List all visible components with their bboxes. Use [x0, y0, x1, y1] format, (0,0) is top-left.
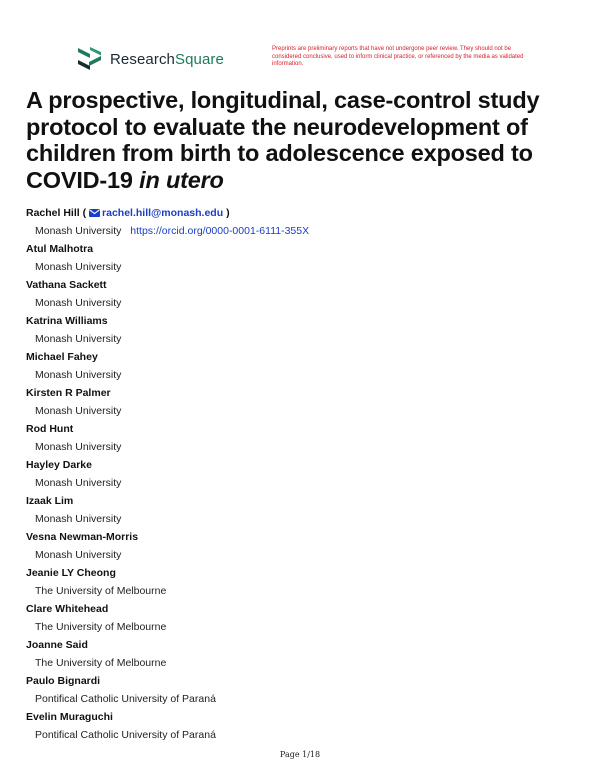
author-entry: [26, 387, 566, 418]
author-affiliation: Monash University: [35, 405, 122, 417]
author-name: Joanne Said: [26, 639, 88, 651]
author-affiliation: Monash University: [35, 477, 122, 489]
author-affiliation: Pontifical Catholic University of Paraná: [35, 729, 216, 741]
author-name: Kirsten R Palmer: [26, 387, 111, 399]
author-name: Paulo Bignardi: [26, 675, 101, 687]
author-entry: [26, 531, 566, 562]
author-affiliation: Monash University: [35, 297, 122, 309]
orcid-link[interactable]: https://orcid.org/0000-0001-6111-355X: [130, 225, 310, 237]
research-square-logo-icon: [76, 47, 103, 72]
author-affiliation: The University of Melbourne: [35, 585, 167, 597]
paper-title: A prospective, longitudinal, case-control study protocol to evaluate the neurodevelopment of children from birth to adolescence exposed to COVID-19 in utero: [26, 87, 540, 193]
author-entry: [26, 459, 566, 490]
author-name: Rod Hunt: [26, 423, 74, 435]
author-entry: [26, 675, 566, 706]
author-entry: [26, 351, 566, 382]
author-entry: [26, 315, 566, 346]
page-number: Page 1/18: [279, 750, 321, 759]
author-entry: [26, 639, 566, 670]
author-affiliation: Monash University: [35, 333, 122, 345]
author-entry: [26, 495, 566, 526]
author-affiliation: Monash University: [35, 261, 122, 273]
author-list: [26, 207, 566, 742]
author-name: Evelin Muraguchi: [26, 711, 113, 723]
author-affiliation: Pontifical Catholic University of Paraná: [35, 693, 216, 705]
research-square-logo[interactable]: [76, 47, 224, 72]
mail-icon: [89, 209, 100, 217]
brand-name: ResearchSquare: [110, 51, 224, 68]
author-affiliation: Monash University: [35, 225, 122, 237]
author-name: Jeanie LY Cheong: [26, 567, 116, 579]
author-affiliation: Monash University: [35, 549, 122, 561]
author-name: Izaak Lim: [26, 495, 74, 507]
author-affiliation: Monash University: [35, 441, 122, 453]
author-affiliation: Monash University: [35, 513, 122, 525]
author-affiliation: Monash University: [35, 369, 122, 381]
author-affiliation: The University of Melbourne: [35, 621, 167, 633]
author-entry: [26, 711, 566, 742]
preprint-disclaimer: Preprints are preliminary reports that have not undergone peer review. They should not be considered conclusive, used to inform clinical practice, or referenced by the media as validated information.: [272, 46, 524, 67]
author-entry: [26, 423, 566, 454]
author-entry: [26, 603, 566, 634]
author-name: Rachel Hill: [26, 207, 80, 219]
author-entry: Rachel Hill ( rachel.hill@monash.edu ) Monash University https://orcid.org/0000-0001-6111-355X: [26, 207, 310, 237]
author-email-link[interactable]: rachel.hill@monash.edu: [89, 207, 226, 219]
author-name: Michael Fahey: [26, 351, 98, 363]
author-entry: [26, 243, 566, 274]
author-name: Atul Malhotra: [26, 243, 94, 255]
author-name: Vathana Sackett: [26, 279, 107, 291]
page-header: [0, 0, 600, 80]
author-name: Hayley Darke: [26, 459, 92, 471]
author-entry: [26, 567, 566, 598]
author-entry: [26, 279, 566, 310]
author-name: Vesna Newman-Morris: [26, 531, 139, 543]
author-name: Katrina Williams: [26, 315, 108, 327]
author-name: Clare Whitehead: [26, 603, 109, 615]
author-affiliation: The University of Melbourne: [35, 657, 167, 669]
